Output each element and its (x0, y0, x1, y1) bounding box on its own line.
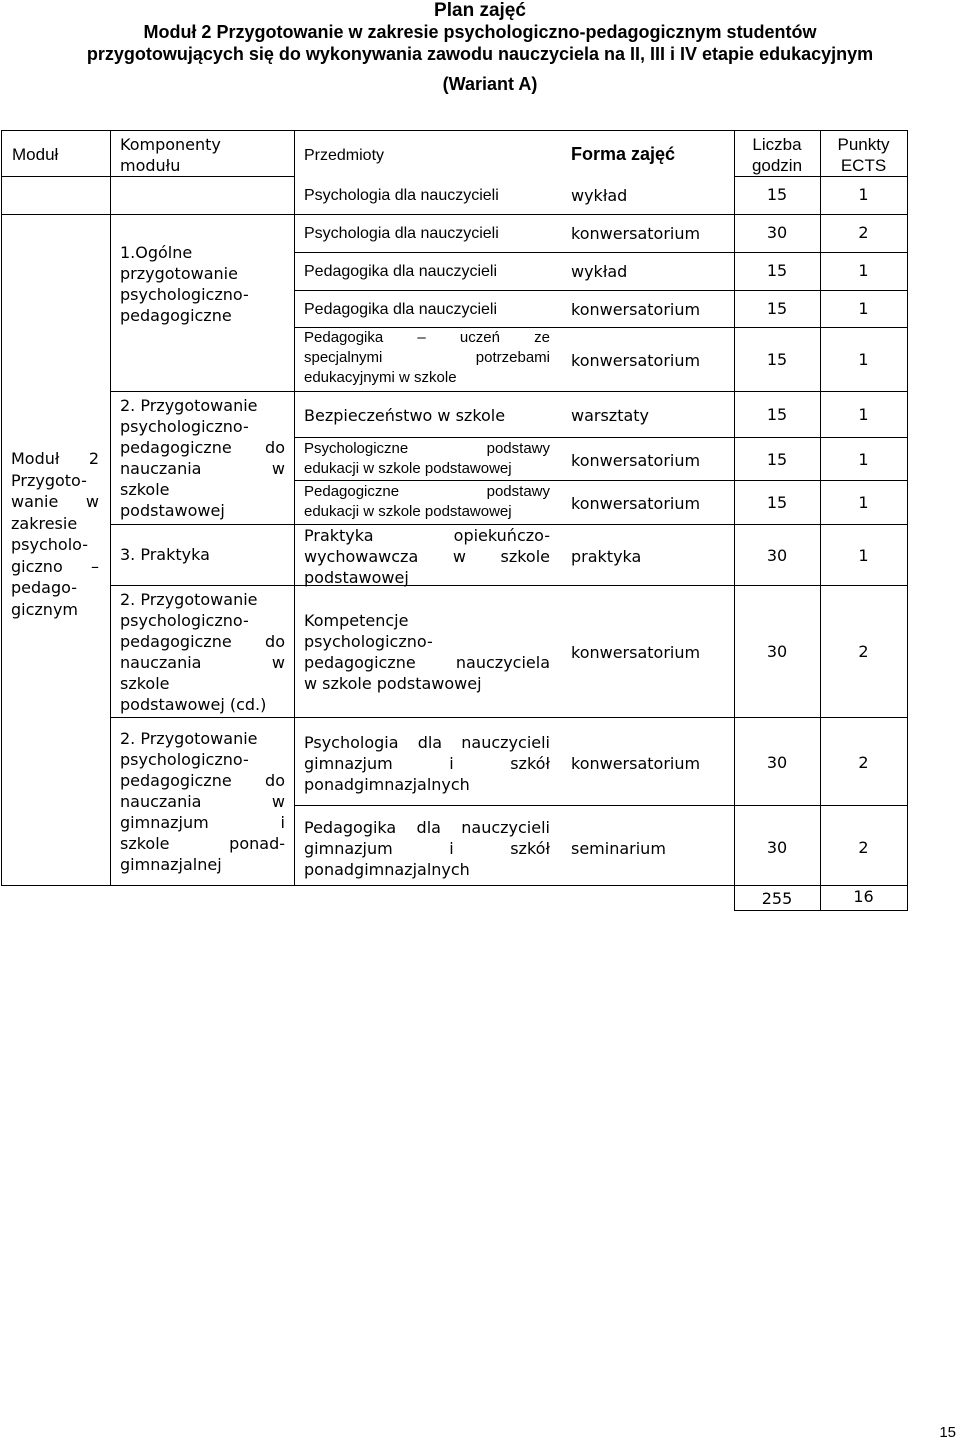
ects-cell: 2 (858, 838, 869, 857)
component-1-line4: pedagogiczne (120, 306, 232, 325)
subject-line: Psychologia dla nauczycieli (304, 733, 550, 752)
subject-cell: Bezpieczeństwo w szkole (304, 406, 506, 425)
form-cell: konwersatorium (571, 643, 701, 662)
ects-cell: 1 (858, 493, 869, 512)
ects-cell: 1 (858, 450, 869, 469)
module-line4: zakresie (11, 513, 78, 533)
hours-cell: 15 (766, 350, 788, 369)
component-2-line3: pedagogiczne do (120, 438, 285, 457)
component-5 (120, 728, 285, 875)
hours-cell: 30 (766, 642, 788, 661)
subject-line: psychologiczno- (304, 632, 433, 651)
component-1-line1: 1.Ogólne (120, 243, 193, 262)
subject-line: ponadgimnazjalnych (304, 775, 470, 794)
ects-cell: 1 (858, 261, 869, 280)
form-cell: konwersatorium (571, 224, 701, 243)
header-komponenty-line1: Komponenty (120, 135, 221, 154)
header-przedmioty: Przedmioty (304, 147, 385, 164)
subject-line: specjalnymi potrzebami (304, 349, 550, 366)
component-1-line3: psychologiczno- (120, 285, 249, 304)
subject-line: gimnazjum i szkół (304, 839, 550, 858)
subject-cell (304, 328, 550, 388)
hours-cell: 30 (766, 838, 788, 857)
component-1 (120, 242, 285, 326)
subject-cell (304, 525, 550, 588)
hours-cell: 30 (766, 753, 788, 772)
component-4-line3: pedagogiczne do (120, 632, 285, 651)
total-hours: 255 (761, 889, 793, 908)
ects-cell: 1 (858, 405, 869, 424)
title-line-2: Moduł 2 Przygotowanie w zakresie psychologiczno-pedagogicznym studentów (143, 22, 817, 42)
module-line3: wanie w (11, 492, 99, 511)
component-4-line4: nauczania w (120, 653, 285, 672)
subject-cell (304, 610, 550, 694)
subject-cell: Psychologia dla nauczycieli (304, 225, 499, 242)
component-5-line6: szkole ponad- (120, 834, 285, 853)
ects-cell: 1 (858, 350, 869, 369)
component-1-line2: przygotowanie (120, 264, 238, 283)
module-line8: gicznym (11, 599, 78, 619)
component-2-line5: szkole (120, 480, 170, 499)
hours-cell: 15 (766, 450, 788, 469)
subject-cell (304, 482, 550, 522)
form-cell: wykład (571, 186, 628, 205)
subject-line: Praktyka opiekuńczo- (304, 526, 550, 545)
hours-cell: 15 (766, 185, 788, 204)
subject-line: gimnazjum i szkół (304, 754, 550, 773)
subject-cell: Psychologia dla nauczycieli (304, 187, 499, 204)
component-5-line4: nauczania w (120, 792, 285, 811)
form-cell: warsztaty (571, 406, 650, 425)
hours-cell: 30 (766, 546, 788, 565)
title-line-3: przygotowujących się do wykonywania zawodu nauczyciela na II, III i IV etapie edukacyjnym (86, 44, 874, 64)
ects-cell: 2 (858, 642, 869, 661)
subject-cell (304, 732, 550, 795)
header-liczba-line1: Liczba (752, 135, 802, 154)
header-forma: Forma zajęć (571, 144, 676, 164)
total-ects: 16 (853, 887, 874, 906)
page-number: 15 (939, 1424, 956, 1441)
page-title: Plan zajęć (434, 0, 526, 21)
ects-cell: 1 (858, 299, 869, 318)
component-2-line4: nauczania w (120, 459, 285, 478)
form-cell: seminarium (571, 839, 666, 858)
subject-line: Pedagogika dla nauczycieli (304, 818, 550, 837)
ects-cell: 1 (858, 185, 869, 204)
subject-line: Psychologiczne podstawy (304, 440, 550, 457)
ects-cell: 2 (858, 753, 869, 772)
component-3: 3. Praktyka (120, 545, 210, 564)
component-2-line6: podstawowej (120, 501, 225, 520)
subject-line: podstawowej (304, 568, 409, 587)
component-4-line2: psychologiczno- (120, 611, 249, 630)
component-4 (120, 589, 285, 715)
component-4-line6: podstawowej (cd.) (120, 695, 267, 714)
hours-cell: 15 (766, 493, 788, 512)
component-5-line2: psychologiczno- (120, 750, 249, 769)
subject-cell (304, 817, 550, 880)
hours-cell: 30 (766, 223, 788, 242)
subject-line: ponadgimnazjalnych (304, 860, 470, 879)
subject-line: edukacji w szkole podstawowej (304, 503, 512, 520)
header-komponenty (120, 134, 221, 176)
ects-cell: 1 (858, 546, 869, 565)
form-cell: konwersatorium (571, 754, 701, 773)
form-cell: konwersatorium (571, 494, 701, 513)
hours-cell: 15 (766, 261, 788, 280)
component-5-line5: gimnazjum i (120, 813, 285, 832)
hours-cell: 15 (766, 405, 788, 424)
ects-cell: 2 (858, 223, 869, 242)
subject-line: Pedagogiczne podstawy (304, 483, 550, 500)
header-liczba (734, 134, 820, 176)
module-line2: Przygoto- (11, 470, 87, 490)
subject-line: Pedagogika – uczeń ze (304, 329, 550, 346)
subject-cell (304, 439, 550, 479)
module-line7: pedago- (11, 578, 77, 597)
subject-line: wychowawcza w szkole (304, 547, 550, 566)
component-4-line1: 2. Przygotowanie (120, 590, 258, 609)
component-5-line1: 2. Przygotowanie (120, 729, 258, 748)
subject-cell: Pedagogika dla nauczycieli (304, 263, 498, 280)
module-line6: giczno – (11, 556, 99, 576)
header-liczba-line2: godzin (751, 156, 803, 175)
component-5-line3: pedagogiczne do (120, 771, 285, 790)
component-2-line1: 2. Przygotowanie (120, 396, 258, 415)
form-cell: konwersatorium (571, 451, 701, 470)
header-komponenty-line2: modułu (120, 156, 181, 175)
subject-line: Kompetencje (304, 611, 409, 630)
subject-cell: Pedagogika dla nauczycieli (304, 301, 498, 318)
subject-line: pedagogiczne nauczyciela (304, 653, 550, 672)
component-2 (120, 395, 285, 521)
module-line1: Moduł 2 (11, 449, 99, 468)
form-cell: praktyka (571, 547, 642, 566)
title-variant: (Wariant A) (442, 74, 538, 94)
subject-line: w szkole podstawowej (304, 674, 482, 693)
component-2-line2: psychologiczno- (120, 417, 249, 436)
module-name (11, 448, 99, 620)
header-modul: Moduł (12, 145, 59, 164)
header-punkty-line1: Punkty (837, 135, 890, 154)
component-4-line5: szkole (120, 674, 170, 693)
form-cell: konwersatorium (571, 300, 701, 319)
header-punkty (820, 134, 907, 176)
component-5-line7: gimnazjalnej (120, 855, 222, 874)
form-cell: konwersatorium (571, 351, 701, 370)
subject-line: edukacyjnymi w szkole (304, 369, 457, 386)
header-punkty-line2: ECTS (840, 156, 887, 175)
module-line5: psycholo- (11, 535, 88, 554)
hours-cell: 15 (766, 299, 788, 318)
form-cell: wykład (571, 262, 628, 281)
subject-line: edukacji w szkole podstawowej (304, 460, 512, 477)
